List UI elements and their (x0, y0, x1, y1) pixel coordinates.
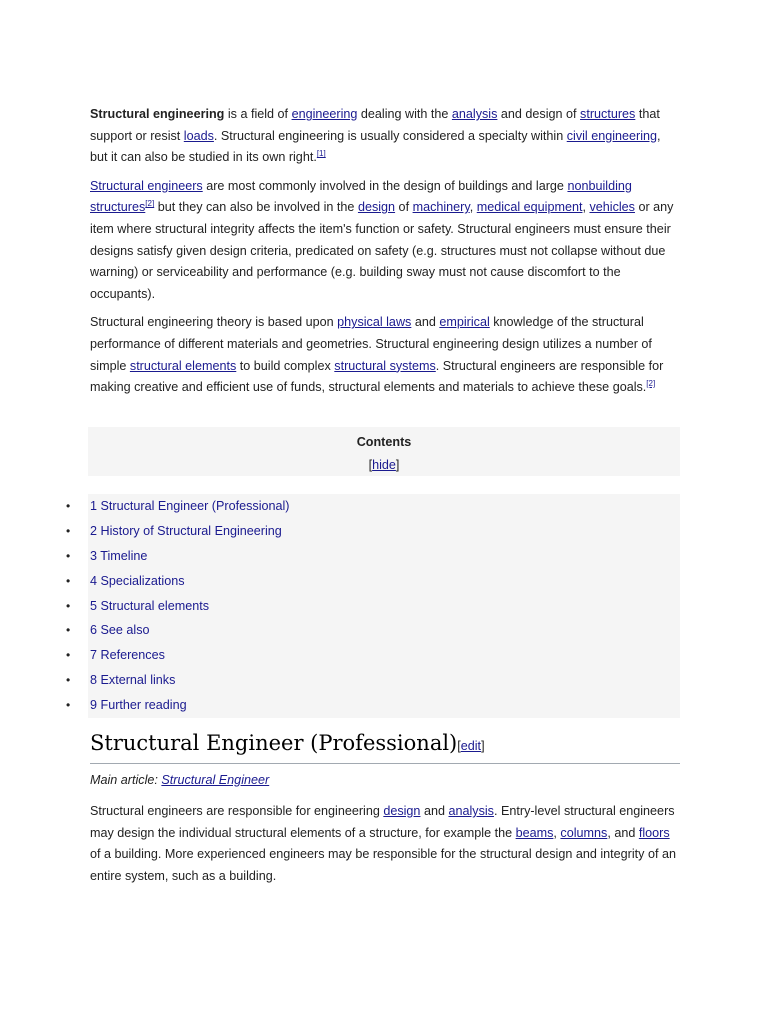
text-run: , (553, 825, 561, 840)
bracket: ] (481, 739, 485, 753)
section-paragraph (90, 801, 680, 887)
section-structural-engineer (90, 728, 680, 894)
bracket: ] (395, 458, 400, 472)
link-physical-laws[interactable]: physical laws (337, 315, 412, 330)
toc-item (66, 494, 680, 519)
toc-item (66, 668, 680, 693)
section-edit (457, 739, 484, 753)
link-structures[interactable]: structures (580, 107, 636, 121)
bullet-icon: • (66, 648, 71, 663)
section-heading (90, 728, 680, 764)
link-nonbuilding-structures[interactable]: nonbuilding structures (90, 178, 632, 215)
text-run: , but it can also be studied in its own right. (90, 128, 661, 165)
toc-title: Contents (356, 435, 412, 449)
main-article-hatnote (90, 770, 680, 791)
text-run: of (395, 200, 413, 215)
reference-2[interactable]: [2] (646, 379, 656, 389)
section-edit-link[interactable]: edit (460, 739, 482, 753)
section-heading-text: Structural Engineer (Professional) (90, 731, 458, 755)
link-analysis[interactable]: analysis (448, 804, 494, 818)
text-run: or any item where structural integrity affects the item's function or safety. Structural engineers must ensure their designs satisfy given design criteria, predicated on safety (e.g. structures must not collapse without due warning) or serviceability and performance (e.g. building sway must not cause discomfort to the occupants). (90, 200, 674, 301)
link-structural-engineers[interactable]: Structural engineers (90, 178, 203, 193)
bullet-icon: • (66, 698, 71, 713)
link-structural-elements[interactable]: structural elements (129, 358, 237, 373)
bullet-icon: • (66, 548, 71, 563)
hatnote-prefix: Main article: (90, 773, 162, 787)
text-run: Structural engineering theory is based upon (90, 315, 338, 330)
text-run: , (469, 200, 477, 215)
link-engineering[interactable]: engineering (291, 107, 358, 121)
reference-1[interactable]: [1] (316, 149, 326, 159)
text-run: are most commonly involved in the design of buildings and large (202, 178, 568, 193)
intro-paragraph-2 (90, 176, 680, 306)
toc-link-9[interactable]: 9 Further reading (90, 698, 187, 713)
bracket: [ (457, 739, 461, 753)
toc-item (66, 618, 680, 643)
text-run: . Structural engineers are responsible for making creative and efficient use of funds, structural elements and materials to achieve these goals. (90, 358, 664, 395)
link-analysis[interactable]: analysis (451, 107, 498, 121)
link-design[interactable]: design (357, 200, 396, 215)
bullet-icon: • (66, 499, 71, 513)
text-run: that support or resist (90, 107, 660, 143)
toc-link-4[interactable]: 4 Specializations (90, 573, 185, 588)
toc-link-2[interactable]: 2 History of Structural Engineering (90, 523, 282, 538)
lead-term: Structural engineering (90, 107, 225, 121)
link-vehicles[interactable]: vehicles (589, 200, 635, 215)
toc-link-6[interactable]: 6 See also (90, 623, 150, 638)
text-run: of a building. More experienced engineers may be responsible for the structural design and integrity of an entire system, such as a building. (90, 847, 676, 883)
toc-hide-link[interactable]: hide (372, 458, 396, 472)
bullet-icon: • (66, 673, 71, 688)
text-run: to build complex (236, 358, 335, 373)
toc-link-7[interactable]: 7 References (90, 648, 165, 663)
text-run: dealing with the (357, 107, 452, 121)
text-run: , and (607, 825, 639, 840)
text-run: Structural engineers are responsible for engineering (90, 804, 384, 818)
bullet-icon: • (66, 573, 71, 588)
main-article-link[interactable]: Structural Engineer (161, 773, 270, 787)
bullet-icon: • (66, 598, 71, 613)
toc-item (66, 594, 680, 619)
intro-paragraph-3 (90, 312, 680, 398)
text-run: . Structural engineering is usually considered a specialty within (213, 128, 567, 143)
link-columns[interactable]: columns (560, 825, 608, 840)
text-run: , (582, 200, 590, 215)
link-empirical[interactable]: empirical (439, 315, 490, 330)
text-run: and design of (497, 107, 581, 121)
text-run: but they can also be involved in the (154, 200, 358, 215)
link-floors[interactable]: floors (638, 825, 670, 840)
toc-item (66, 693, 680, 718)
toc-items (66, 494, 680, 718)
text-run: . Entry-level structural engineers may design the individual structural elements of a structure, for example the (90, 804, 675, 840)
link-beams[interactable]: beams (515, 825, 554, 840)
intro-paragraph-1 (90, 104, 680, 169)
link-civil-engineering[interactable]: civil engineering (566, 128, 658, 143)
toc-item (66, 643, 680, 668)
toc-item (66, 544, 680, 569)
link-medical-equipment[interactable]: medical equipment (476, 200, 583, 215)
link-machinery[interactable]: machinery (412, 200, 470, 215)
toc-link-1[interactable]: 1 Structural Engineer (Professional) (90, 499, 290, 513)
toc-header (88, 427, 680, 476)
article-intro (90, 104, 680, 406)
link-loads[interactable]: loads (183, 128, 214, 143)
text-run: and (411, 315, 440, 330)
toc-list (66, 494, 680, 718)
toc-item (66, 569, 680, 594)
bullet-icon: • (66, 523, 71, 538)
toc-hide-toggle (88, 458, 680, 472)
bracket: [ (368, 458, 373, 472)
toc-link-5[interactable]: 5 Structural elements (90, 598, 209, 613)
text-run: knowledge of the structural performance of different materials and geometries. Structural engineering design utilizes a number of simple (90, 315, 652, 373)
toc-link-8[interactable]: 8 External links (90, 673, 176, 688)
text-run: and (420, 804, 449, 818)
toc-link-3[interactable]: 3 Timeline (90, 548, 148, 563)
link-design[interactable]: design (383, 804, 421, 818)
text-run: is a field of (224, 107, 292, 121)
bullet-icon: • (66, 623, 71, 638)
toc-item (66, 519, 680, 544)
reference-2[interactable]: [2] (145, 199, 155, 209)
link-structural-systems[interactable]: structural systems (334, 358, 436, 373)
